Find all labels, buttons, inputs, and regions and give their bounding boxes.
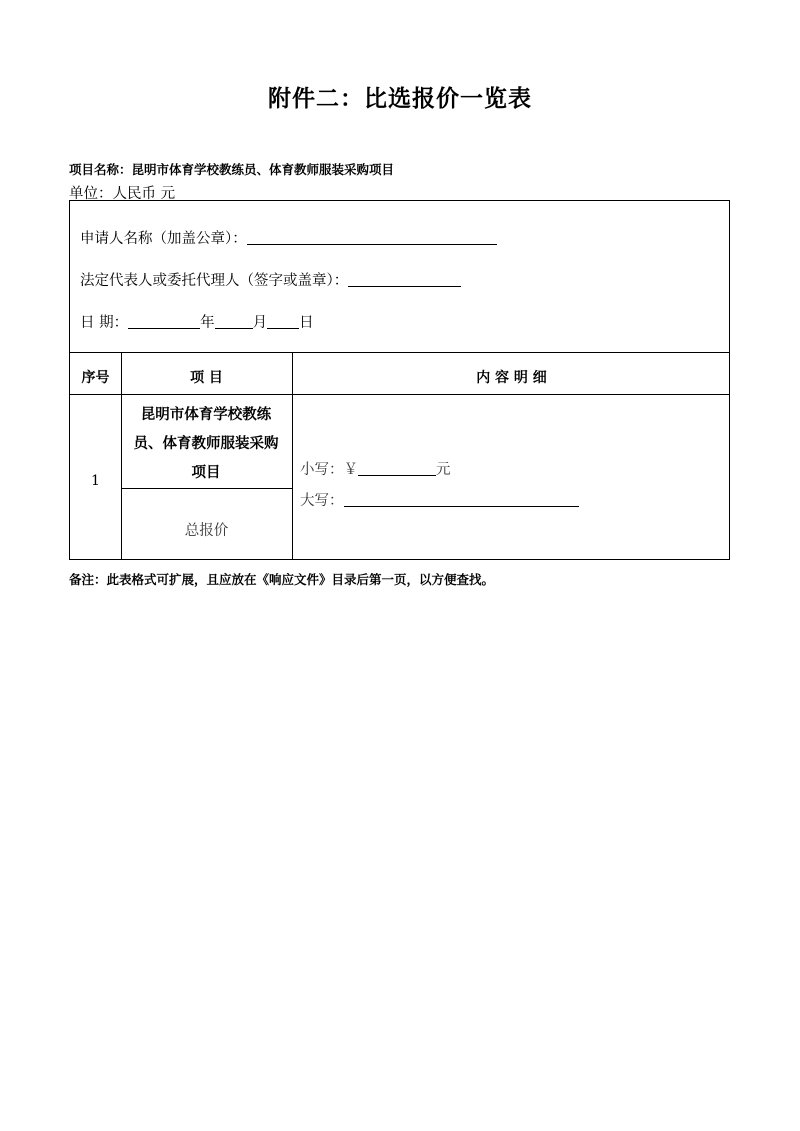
month-blank[interactable] [215, 313, 253, 329]
item-line-3: 项目 [191, 465, 221, 481]
day-label: 日 [299, 315, 314, 331]
small-amount-unit: 元 [436, 462, 451, 478]
applicant-field [80, 227, 497, 248]
year-blank[interactable] [128, 313, 200, 329]
small-amount-label: 小写：￥ [300, 462, 358, 478]
item-line-1: 昆明市体育学校教练 [140, 407, 272, 423]
header-item: 项 目 [190, 370, 223, 386]
footnote: 备注：此表格式可扩展，且应放在《响应文件》目录后第一页，以方便查找。 [69, 572, 495, 587]
currency-unit: 单位：人民币 元 [69, 186, 176, 202]
amount-big [300, 489, 579, 510]
header-seq: 序号 [81, 370, 110, 386]
header-bottom-border [70, 394, 729, 395]
page-title: 附件二：比选报价一览表 [268, 86, 532, 112]
small-amount-blank[interactable] [358, 460, 436, 476]
date-field [80, 311, 314, 332]
table-top-border [70, 352, 729, 353]
representative-label: 法定代表人或委托代理人（签字或盖章）： [80, 273, 349, 289]
item-split-border [121, 488, 292, 489]
month-label: 月 [252, 315, 268, 331]
amount-small [300, 458, 451, 479]
project-name: 项目名称：昆明市体育学校教练员、体育教师服装采购项目 [69, 162, 395, 177]
day-blank[interactable] [267, 313, 299, 329]
date-label: 日 期： [80, 315, 129, 331]
header-detail: 内 容 明 细 [476, 370, 547, 386]
row-item-name [121, 401, 291, 488]
representative-blank[interactable] [348, 271, 461, 287]
year-label: 年 [200, 315, 215, 331]
item-line-2: 员、体育教师服装采购 [133, 436, 279, 452]
row-seq: 1 [91, 473, 100, 489]
quotation-form [69, 200, 730, 560]
big-amount-blank[interactable] [344, 491, 579, 507]
big-amount-label: 大写： [300, 493, 344, 509]
total-price-label: 总报价 [184, 523, 229, 539]
applicant-label: 申请人名称（加盖公章）： [80, 231, 247, 247]
representative-field [80, 269, 461, 290]
applicant-blank[interactable] [247, 229, 497, 245]
